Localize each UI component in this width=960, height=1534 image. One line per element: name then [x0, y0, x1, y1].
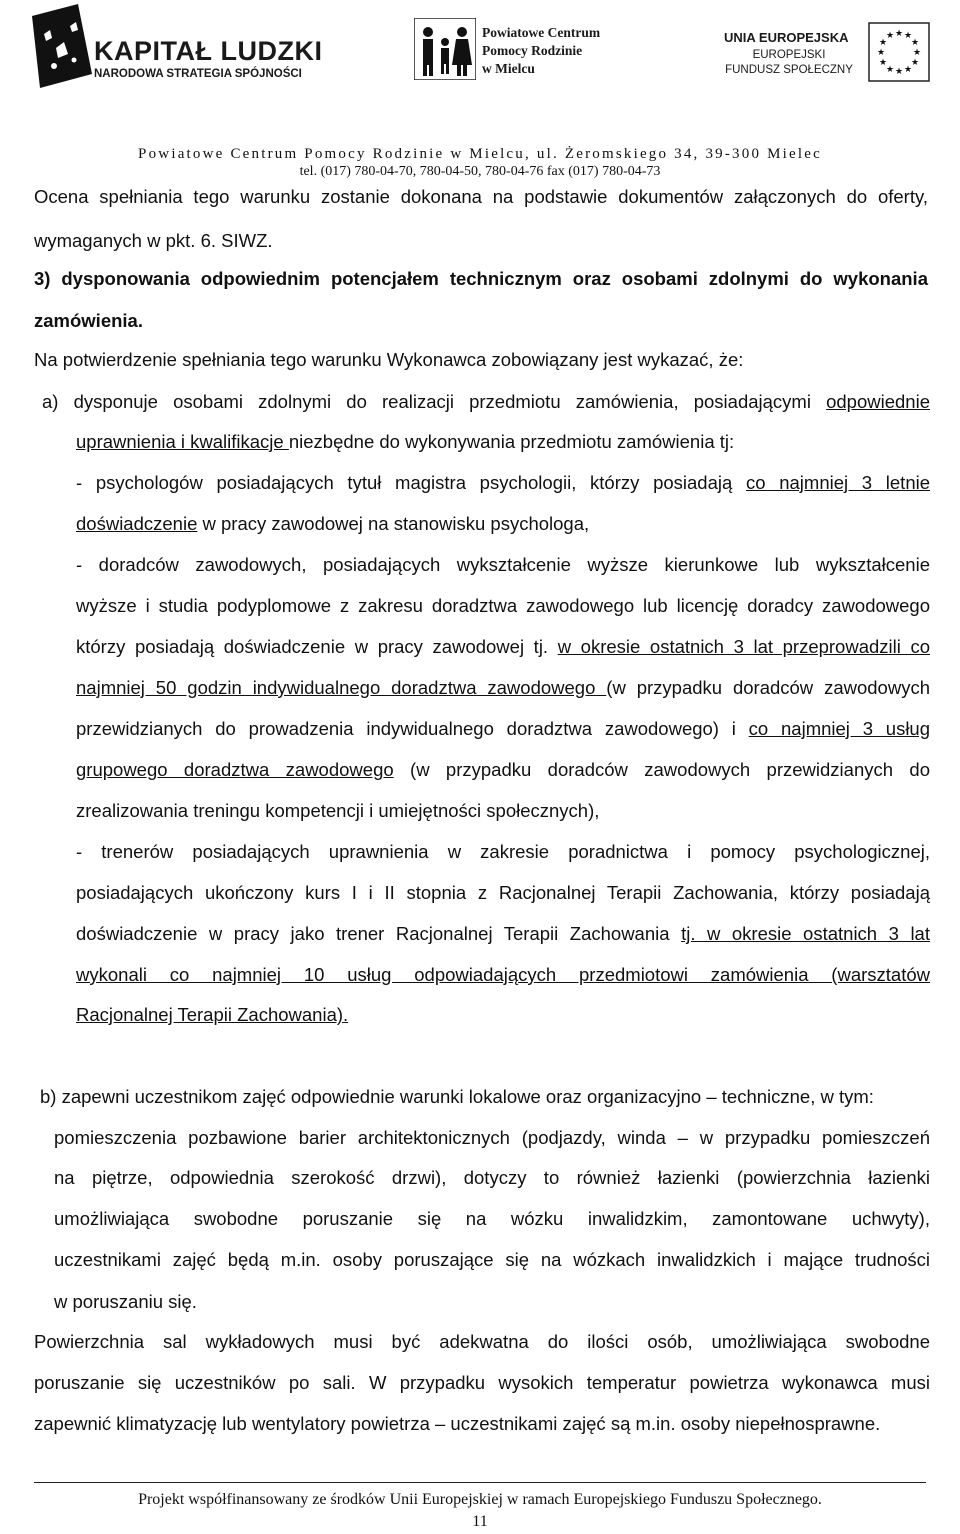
list-item-b-cont: w poruszaniu się.	[54, 1291, 197, 1312]
family-icon	[414, 18, 476, 80]
underlined-span: doświadczenie	[76, 513, 198, 534]
page-number: 11	[472, 1513, 488, 1530]
underlined-span: uprawnienia i kwalifikacje	[76, 431, 289, 452]
bullet-trainers-cont: Racjonalnej Terapii Zachowania).	[76, 1004, 349, 1025]
kapital-ludzki-subtitle: NARODOWA STRATEGIA SPÓJNOŚCI	[94, 68, 302, 80]
svg-text:★: ★	[894, 29, 904, 39]
underlined-span: w okresie ostatnich 3 lat przeprowadzili co	[557, 636, 931, 657]
svg-text:★: ★	[903, 65, 913, 75]
paragraph-line: Ocena spełniania tego warunku zostanie dokonana na podstawie dokumentów załączonych do oferty,	[34, 186, 928, 207]
list-item-b-cont: pomieszczenia pozbawione barier architektonicznych (podjazdy, winda – w przypadku pomieszczeń	[54, 1127, 930, 1148]
pcpr-name-line1: Powiatowe Centrum	[482, 25, 601, 40]
eu-subtitle-line2: FUNDUSZ SPOŁECZNY	[725, 64, 853, 76]
underlined-span: grupowego doradztwa zawodowego	[76, 759, 394, 780]
text-span: - psychologów posiadających tytuł magistra psychologii, którzy posiadają	[76, 472, 733, 493]
list-item-a	[42, 391, 930, 413]
bullet-counsellors-cont: zrealizowania treningu kompetencji i umiejętności społecznych),	[76, 800, 600, 821]
bullet-counsellors-cont	[76, 636, 930, 658]
bullet-counsellors-cont	[76, 759, 930, 781]
bullet-psychologists	[76, 472, 930, 494]
text-span: a) dysponuje osobami zdolnymi do realizacji przedmiotu zamówienia, posiadającymi	[42, 391, 811, 412]
pcpr-name	[482, 24, 600, 78]
eu-subtitle	[724, 48, 854, 78]
list-item-b-cont: na piętrze, odpowiednia szerokość drzwi), dotyczy to również łazienki (powierzchnia łazienki	[54, 1167, 930, 1188]
pcpr-name-line3: w Mielcu	[482, 61, 535, 76]
page-header	[0, 0, 960, 182]
kapital-ludzki-emblem-icon	[30, 4, 92, 88]
eu-logo	[718, 22, 938, 82]
svg-text:★: ★	[885, 31, 895, 41]
bullet-counsellors-cont: wyższe i studia podyplomowe z zakresu doradztwa zawodowego lub licencję doradcy zawodowego	[76, 595, 930, 616]
condition-heading: 3) dysponowania odpowiednim potencjałem technicznym oraz osobami zdolnymi do wykonania	[34, 268, 928, 289]
underlined-span: co najmniej 3 usług	[748, 718, 931, 739]
underlined-span: co najmniej 3 letnie	[745, 472, 931, 493]
eu-title: UNIA EUROPEJSKA	[724, 30, 849, 45]
paragraph-line: wymaganych w pkt. 6. SIWZ.	[34, 230, 273, 251]
text-span: w pracy zawodowej na stanowisku psychologa,	[197, 513, 590, 534]
svg-text:★: ★	[910, 38, 920, 48]
header-address: Powiatowe Centrum Pomocy Rodzinie w Mielcu, ul. Żeromskiego 34, 39-300 Mielec	[138, 146, 822, 162]
paragraph-line: zapewnić klimatyzację lub wentylatory powietrza – uczestnikami zajęć są m.in. osoby niepełnosprawne.	[34, 1413, 881, 1434]
text-span: (w przypadku doradców zawodowych	[606, 677, 930, 698]
paragraph-line: Na potwierdzenie spełniania tego warunku Wykonawca zobowiązany jest wykazać, że:	[34, 349, 744, 370]
underlined-span: odpowiednie	[826, 391, 930, 412]
bullet-counsellors-cont	[76, 677, 930, 699]
paragraph-line: poruszanie się uczestników po sali. W przypadku wysokich temperatur powietrza wykonawca musi	[34, 1372, 930, 1393]
bullet-trainers-cont: wykonali co najmniej 10 usług odpowiadających przedmiotowi zamówienia (warsztatów	[76, 964, 930, 985]
list-item-a-cont	[76, 431, 734, 453]
footer-divider	[34, 1482, 926, 1483]
pcpr-name-line2: Pomocy Rodzinie	[482, 43, 583, 58]
text-span: którzy posiadają doświadczenie w pracy zawodowej tj.	[76, 636, 549, 657]
paragraph-line: Powierzchnia sal wykładowych musi być adekwatna do ilości osób, umożliwiająca swobodne	[34, 1331, 930, 1352]
underlined-span: tj. w okresie ostatnich 3 lat	[681, 923, 930, 944]
eu-subtitle-line1: EUROPEJSKI	[752, 49, 826, 61]
bullet-counsellors: - doradców zawodowych, posiadających wykształcenie wyższe kierunkowe lub wykształcenie	[76, 554, 930, 575]
svg-text:★: ★	[885, 65, 895, 75]
svg-text:★: ★	[912, 48, 922, 58]
list-item-b-cont: umożliwiająca swobodne poruszanie się na wózku inwalidzkim, zamontowane uchwyty),	[54, 1208, 930, 1229]
footer-text: Projekt współfinansowany ze środków Unii Europejskiej w ramach Europejskiego Funduszu Społecznego.	[138, 1491, 822, 1508]
bullet-trainers-cont	[76, 923, 930, 945]
list-item-b: b) zapewni uczestnikom zajęć odpowiednie warunki lokalowe oraz organizacyjno – techniczne, w tym:	[40, 1086, 874, 1107]
svg-text:★: ★	[876, 48, 886, 58]
bullet-counsellors-cont	[76, 718, 930, 740]
text-span: przewidzianych do prowadzenia indywidualnego doradztwa zawodowego) i	[76, 718, 736, 739]
list-item-b-cont: uczestnikami zajęć będą m.in. osoby poruszające się na wózkach inwalidzkich i mające trudności	[54, 1249, 930, 1270]
svg-text:★: ★	[910, 58, 920, 68]
kapital-ludzki-logo	[30, 4, 323, 92]
svg-text:★: ★	[894, 67, 904, 77]
svg-text:★: ★	[878, 38, 888, 48]
kapital-ludzki-title: KAPITAŁ LUDZKI	[94, 36, 323, 66]
text-span: (w przypadku doradców zawodowych przewidzianych do	[393, 759, 930, 780]
bullet-psychologists-cont	[76, 513, 589, 535]
pcpr-logo	[414, 18, 624, 90]
text-span: doświadczenie w pracy jako trener Racjonalnej Terapii Zachowania	[76, 923, 682, 944]
svg-text:★: ★	[903, 31, 913, 41]
bullet-trainers-cont: posiadających ukończony kurs I i II stopnia z Racjonalnej Terapii Zachowania, którzy posiadają	[76, 882, 930, 903]
header-phone: tel. (017) 780-04-70, 780-04-50, 780-04-76 fax (017) 780-04-73	[299, 164, 661, 179]
svg-text:★: ★	[878, 58, 888, 68]
bullet-trainers: - trenerów posiadających uprawnienia w zakresie poradnictwa i pomocy psychologicznej,	[76, 841, 930, 862]
eu-flag-icon	[868, 22, 930, 82]
underlined-span: najmniej 50 godzin indywidualnego doradztwa zawodowego	[76, 677, 607, 698]
text-span: niezbędne do wykonywania przedmiotu zamówienia tj:	[288, 431, 735, 452]
condition-heading-cont: zamówienia.	[34, 310, 143, 331]
